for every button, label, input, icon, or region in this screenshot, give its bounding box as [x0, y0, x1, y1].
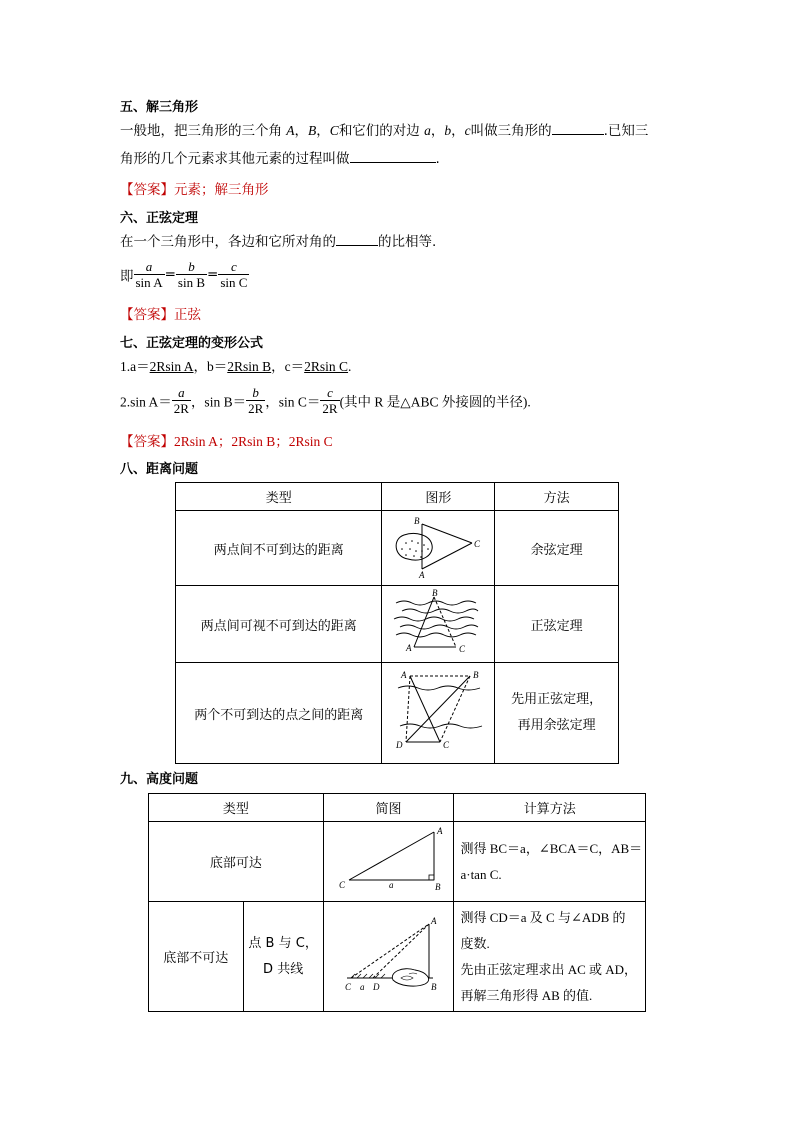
text: 2.sin A＝	[120, 394, 172, 410]
method-line: 测得 BC＝a，∠BCA＝C，AB＝	[460, 840, 643, 856]
denominator: sin B	[177, 275, 205, 290]
label-b: B	[473, 670, 479, 680]
var: a	[424, 123, 431, 138]
fraction	[218, 259, 249, 290]
fraction	[176, 259, 207, 290]
var: c	[464, 123, 471, 138]
denominator: 2R	[248, 401, 264, 416]
answer-tag: 【答案】	[120, 307, 174, 323]
text: ，sin C＝	[265, 394, 321, 410]
answer-text: 2Rsin A；2Rsin B；2Rsin C	[174, 434, 333, 449]
section-6-heading: 六、正弦定理	[120, 211, 199, 226]
answer-tag: 【答案】	[120, 182, 174, 198]
label-b: B	[432, 589, 438, 598]
text: 和它们的对边	[338, 123, 420, 139]
text: (其中 R 是△ABC 外接圆的半径).	[339, 394, 531, 410]
label-b: B	[430, 981, 437, 992]
text: =	[207, 266, 219, 283]
two-unreachable-points-figure	[388, 666, 488, 756]
text: .已知三	[603, 123, 649, 139]
text: ，b＝	[193, 359, 228, 374]
header-method: 计算方法	[454, 794, 646, 822]
fill-blank	[350, 162, 436, 163]
method-line: 度数.	[460, 935, 490, 951]
section-7-answer	[120, 430, 333, 450]
method-line: 先由正弦定理求出 AC 或 AD，	[460, 961, 638, 977]
denominator: sin C	[220, 275, 248, 290]
denominator: 2R	[173, 401, 189, 416]
sketch-cell	[323, 902, 454, 1012]
right-angle-mark	[429, 875, 434, 880]
label-a-side: a	[388, 879, 394, 890]
numerator: c	[230, 259, 237, 274]
line-bc	[434, 597, 456, 647]
type-cell: 两点间不可到达的距离	[176, 511, 382, 586]
height-table	[148, 793, 646, 1012]
river-distance-figure	[388, 589, 488, 655]
numerator: b	[188, 259, 195, 274]
var: C	[329, 123, 339, 138]
method-line: a·tan C.	[460, 866, 502, 882]
label-d: D	[396, 740, 403, 750]
sine-law-formula	[120, 259, 249, 290]
type-cell: 两点间可视不可到达的距离	[176, 586, 382, 663]
figure-cell	[382, 586, 495, 663]
method-cell	[495, 663, 619, 764]
text: ，sin B＝	[190, 394, 247, 410]
denominator: 2R	[322, 401, 338, 416]
table-row	[176, 511, 619, 586]
line-ca	[351, 924, 429, 978]
condition-line: D 共线	[263, 961, 304, 977]
table-row	[149, 902, 646, 1012]
condition-line: 点 B 与 C，	[248, 935, 318, 951]
underlined-formula: 2Rsin A	[149, 359, 194, 374]
answer-tag: 【答案】	[120, 434, 174, 449]
section-9-heading: 九、高度问题	[120, 772, 199, 787]
section-8-heading: 八、距离问题	[120, 462, 199, 477]
section-6-answer	[120, 303, 201, 323]
section-7-heading: 七、正弦定理的变形公式	[120, 336, 264, 351]
label-a: A	[419, 570, 425, 579]
fraction	[134, 259, 165, 290]
fill-blank	[552, 134, 604, 135]
method-cell: 正弦定理	[495, 586, 619, 663]
section-7-line-2	[120, 385, 531, 416]
header-type: 类型	[176, 483, 382, 511]
header-type: 类型	[149, 794, 324, 822]
label-c: C	[443, 740, 450, 750]
label-a: A	[436, 825, 443, 836]
label-c: C	[338, 879, 345, 890]
table-row	[176, 586, 619, 663]
label-a: A	[406, 643, 412, 653]
table-row	[176, 663, 619, 764]
unreachable-base-figure	[329, 910, 449, 1000]
method-cell: 余弦定理	[495, 511, 619, 586]
text: .	[348, 359, 352, 374]
method-line: 先用正弦定理，	[511, 692, 603, 707]
underlined-formula: 2Rsin C	[304, 359, 349, 374]
text: .	[435, 151, 440, 167]
text: =	[164, 266, 176, 283]
label-a: A	[401, 670, 407, 680]
numerator: a	[178, 385, 185, 400]
river-waves	[394, 601, 478, 637]
method-line: 再用余弦定理	[517, 718, 596, 733]
var: b	[444, 123, 452, 138]
fill-blank	[336, 245, 378, 246]
line-bd	[406, 676, 470, 742]
text: ，c＝	[271, 359, 305, 374]
var: B	[308, 123, 317, 138]
text: 一般地，把三角形的三个角	[120, 123, 282, 139]
label-b: B	[414, 516, 420, 526]
text: 叫做三角形的	[470, 123, 552, 139]
fraction	[172, 385, 191, 416]
line-ac	[410, 676, 440, 742]
text: 即	[120, 268, 134, 285]
type-cell: 底部可达	[149, 822, 324, 902]
figure-cell	[382, 663, 495, 764]
text: 在一个三角形中，各边和它所对角的	[120, 234, 336, 250]
method-line: 再解三角形得 AB 的值.	[460, 987, 593, 1003]
figure-cell	[382, 511, 495, 586]
section-5-line-2	[120, 146, 440, 172]
unreachable-distance-figure	[388, 513, 488, 579]
text: 的比相等.	[378, 234, 437, 250]
type-cell: 底部不可达	[149, 902, 244, 1012]
numerator: a	[145, 259, 153, 274]
label-a-side: a	[359, 981, 365, 992]
section-7-line-1	[120, 354, 351, 380]
text: 角形的几个元素求其他元素的过程叫做	[120, 151, 350, 167]
condition-cell	[243, 902, 323, 1012]
answer-text: 正弦	[174, 307, 201, 323]
underlined-formula: 2Rsin B	[227, 359, 272, 374]
header-method: 方法	[495, 483, 619, 511]
answer-text: 元素；解三角形	[174, 182, 269, 198]
method-line: 测得 CD＝a 及 C 与∠ADB 的	[460, 909, 626, 925]
obstacle-shape	[392, 968, 428, 985]
section-5-line-1: 一般地，把三角形的三个角 A，B，C和它们的对边 a，b，c叫做三角形的 .已知三	[120, 123, 649, 139]
header-figure: 图形	[382, 483, 495, 511]
text: 1.a＝	[120, 359, 150, 374]
label-b: B	[434, 881, 441, 892]
section-6-line-1	[120, 229, 436, 255]
line-ca	[349, 832, 434, 880]
method-cell	[454, 902, 646, 1012]
denominator: sin A	[135, 275, 163, 290]
table-row	[149, 822, 646, 902]
section-5-answer	[120, 178, 269, 198]
label-c: C	[344, 981, 351, 992]
numerator: c	[327, 385, 333, 400]
type-cell: 两个不可到达的点之间的距离	[176, 663, 382, 764]
section-5-heading: 五、解三角形	[120, 100, 199, 115]
fraction	[246, 385, 265, 416]
label-c: C	[474, 539, 481, 549]
var: A	[286, 123, 295, 138]
numerator: b	[252, 385, 259, 400]
label-a: A	[430, 915, 437, 926]
method-cell	[454, 822, 646, 902]
label-d: D	[372, 981, 380, 992]
sketch-cell	[323, 822, 454, 902]
distance-table	[175, 482, 619, 764]
fraction	[320, 385, 339, 416]
reachable-base-figure	[329, 824, 449, 896]
header-sketch: 简图	[323, 794, 454, 822]
label-c: C	[459, 644, 466, 654]
